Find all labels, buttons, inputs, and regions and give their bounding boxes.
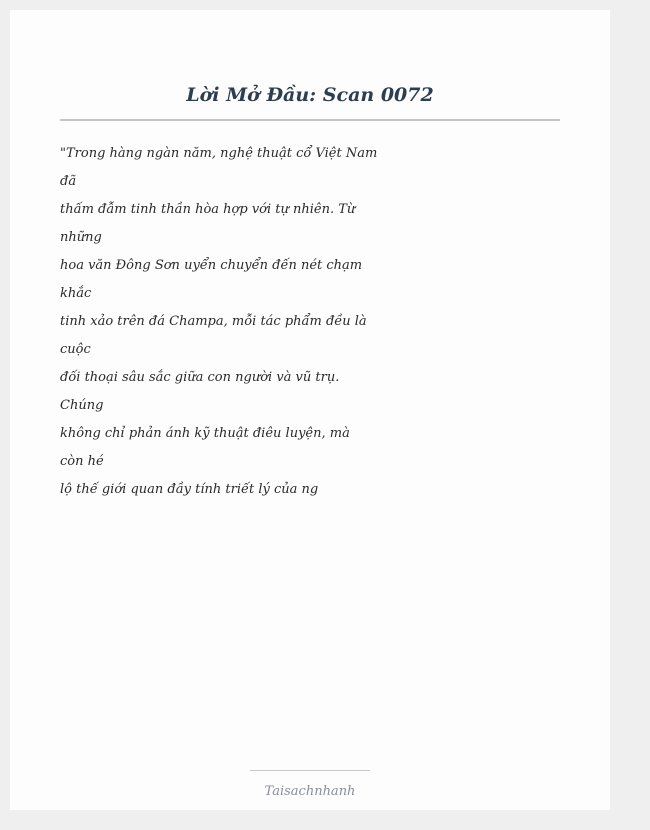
text-line: đã (60, 174, 77, 189)
page-title: Lời Mở Đầu: Scan 0072 (186, 84, 434, 106)
footer-brand: Taisachnhanh (264, 784, 356, 799)
text-line: đối thoại sâu sắc giữa con người và vũ trụ. (60, 370, 340, 385)
text-line: tinh xảo trên đá Champa, mỗi tác phẩm đều là (60, 314, 367, 329)
body-text (60, 140, 400, 504)
text-line: những (60, 230, 102, 245)
text-line: thấm đẫm tinh thần hòa hợp với tự nhiên. Từ (60, 202, 356, 217)
text-line: "Trong hàng ngàn năm, nghệ thuật cổ Việt Nam (60, 146, 378, 161)
footer-divider (250, 770, 370, 771)
title-divider (60, 119, 560, 121)
text-line: lộ thế giới quan đầy tính triết lý của ng (60, 482, 319, 497)
text-line: cuộc (60, 342, 91, 357)
text-line: khắc (60, 286, 92, 301)
text-line: còn hé (60, 454, 104, 469)
text-line: Chúng (60, 398, 104, 413)
text-line: hoa văn Đông Sơn uyển chuyển đến nét chạm (60, 258, 363, 273)
text-line: không chỉ phản ánh kỹ thuật điêu luyện, mà (60, 426, 350, 441)
document-page (10, 10, 610, 810)
